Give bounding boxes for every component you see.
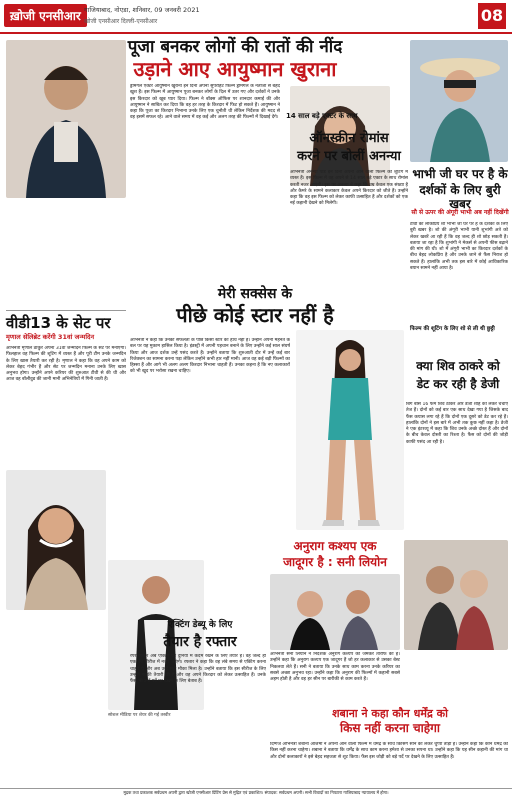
mrunal-photo xyxy=(6,470,106,610)
bhabhi-photo xyxy=(410,40,508,162)
sunny-headline-2: जादूगर है : सनी लियोन xyxy=(283,555,387,569)
ananya-body xyxy=(290,170,408,242)
mrunal-body xyxy=(6,346,126,466)
date-line: गाजियाबाद, नोएडा, शनिवार, 09 जनवरी 2021 xyxy=(84,6,200,14)
acting-body xyxy=(130,654,266,774)
ananya-headline-1: 14 साल बड़े एक्टर के साथ xyxy=(286,112,358,120)
footer-text xyxy=(6,790,506,798)
shabana-headline-1: शबाना ने कहा कौन धर्मेंद्र को xyxy=(332,707,448,720)
ayushmann-body-text: ड्रीमगर्ल एक्टर आयुष्मान खुराना इन दिनों अपनी सुपरहिट फिल्म ड्रीमगर्ल के नतीजों से बेहद खुश हैं। इस फिल्म में आयुष्मान पूजा बनकर लोगों के दिल में उतर गए और दर्शकों ने उनके इस किरदार को खूब प्यार दिया। फिल्म ने बॉक्स ऑफिस पर शानदार कमाई की और आयुष्मान ने साबित कर दिया कि वह हर तरह के किरदार में फिट हो सकते हैं। आयुष्मान ने कहा कि पूजा का किरदार निभाना उनके लिए एक चुनौती थी लेकिन निर्देशक की मदद से वह इसमें सफल रहे। आने वाले समय में वह कई और अलग तरह की फिल्मों में दिखाई देंगे। xyxy=(130,84,280,121)
mrunal-headline-2: मृणाल सेलिब्रेट करेंगी 31वां जन्मदिन xyxy=(6,333,95,341)
acting-headline-2: तैयार है रफ्तार xyxy=(163,634,237,650)
shabana-photo xyxy=(404,540,508,650)
success-body-text: अभिनेत्री ने कहा कि उनकी सफलता के पीछे किसी स्टार का हाथ नहीं है। उन्होंने अपनी मेहनत के बल पर यह मुकाम हासिल किया है। इंडस्ट्री में अपनी पहचान बनाने के लिए उन्होंने कई साल संघर्ष किया और आज दर्शक उन्हें पसंद करते हैं। उन्होंने बताया कि शुरुआती दौर में उन्हें कई बार रिजेक्शन का सामना करना पड़ा लेकिन उन्होंने कभी हार नहीं मानी। आज वह कई बड़ी फिल्मों का हिस्सा हैं और आगे भी अलग अलग किरदार निभाना चाहती हैं। उनका कहना है कि नए कलाकारों को भी खुद पर भरोसा रखना चाहिए। xyxy=(130,338,290,375)
acting-body-text: रैपर रफ्तार अब एक्टिंग की दुनिया में कदम रखने के लिए तैयार हैं। वह जल्द ही एक वेब सीरीज में नजर आएंगे। रफ्तार ने कहा कि वह लंबे समय से एक्टिंग करना चाहते थे और अब उन्हें सही मौका मिला है। उन्होंने बताया कि इस सीरीज के लिए उन्होंने काफी तैयारी की है और वह अपने किरदार को लेकर उत्साहित हैं। उनके फैंस भी उन्हें पर्दे पर देखने के लिए बेताब हैं। xyxy=(130,654,266,685)
footer-divider xyxy=(0,788,512,789)
bhabhi-headline-1: भाभी जी घर पर है के xyxy=(412,167,508,181)
masthead xyxy=(0,0,512,34)
mrunal-body-text: अभिनेत्री मृणाल ठाकुर अपना 31वां जन्मदिन फिल्म के सेट पर मनाएंगी। फिलहाल वह फिल्म की शूटिंग में व्यस्त हैं और पूरी टीम उनके जन्मदिन के लिए खास तैयारी कर रही है। मृणाल ने कहा कि वह अपने काम को लेकर बेहद गंभीर हैं और सेट पर जन्मदिन मनाना उनके लिए खास अनुभव होगा। उन्होंने अपने करियर की शुरुआत टीवी से की थी और आज वह बॉलीवुड की जानी मानी अभिनेत्रियों में गिनी जाती हैं। xyxy=(6,346,126,383)
bhabhi-subhead: सौ से ऊपर की अंगूरी भाभी अब नहीं दिखेंगी xyxy=(411,209,509,216)
shiv-body-text: बिग बॉस 16 फेम शिव ठाकरे और डेजी शाह को लेकर चर्चाएं तेज हैं। दोनों को कई बार एक साथ देखा गया है जिसके बाद फैंस कयास लगा रहे हैं कि दोनों एक दूसरे को डेट कर रहे हैं। हालांकि दोनों ने इस बारे में अभी तक कुछ नहीं कहा है। डेजी ने एक इंटरव्यू में कहा कि शिव उनके अच्छे दोस्त हैं और दोनों के बीच केवल दोस्ती का रिश्ता है। फैंस को दोनों की जोड़ी काफी पसंद आ रही है। xyxy=(406,402,508,445)
brand-logo: ख़ोजी एनसीआर xyxy=(4,4,87,27)
divider xyxy=(6,310,126,311)
footer-line: मुद्रक तथा प्रकाशक सर्वप्रथम अपनी द्वारा खोजी एनसीआर प्रिंटिंग प्रेस से मुद्रित एवं प्रकाशित। संपादक: सर्वप्रथम अपनी। सभी विवादों का निपटारा गाजियाबाद न्यायालय में होगा। xyxy=(123,790,389,795)
bhabhi-subhead-2: फिल्म की शूटिंग के लिए शो से ली थी छुट्टी xyxy=(410,326,495,332)
ayushmann-photo xyxy=(6,40,126,198)
ayushmann-headline-2: उड़ाने आए आयुष्मान खुराना xyxy=(133,57,337,81)
sunny-headline-1: अनुराग कश्यप एक xyxy=(293,539,377,553)
shabana-body-text: दिग्गज अभिनेत्री शबाना आजमी ने अपनी आने वाली फिल्म में धर्मेंद्र के साथ किसिंग सीन को लेकर चुप्पी तोड़ी है। उन्होंने कहा कि कौन धर्मेंद्र को किस नहीं करना चाहेगा। शबाना ने बताया कि धर्मेंद्र के साथ काम करना हमेशा से उनका सपना था। उन्होंने कहा कि यह सीन कहानी की मांग था और दोनों कलाकारों ने इसे बेहद सहजता से शूट किया। फैंस इस जोड़ी को बड़े पर्दे पर देखने के लिए उत्साहित हैं। xyxy=(270,742,508,760)
success-photo xyxy=(296,330,404,530)
page-number: 08 xyxy=(478,3,506,29)
krishna-caption: सोशल मीडिया पर शेयर की गई तस्वीर xyxy=(108,713,171,718)
shiv-body xyxy=(406,402,508,532)
ayushmann-headline-1: पूजा बनकर लोगों की रातों की नींद xyxy=(127,37,343,57)
ayushmann-body xyxy=(130,84,280,244)
sunny-photo xyxy=(270,574,400,650)
ananya-headline-3: करने पर बोलीं अनन्या xyxy=(297,149,401,164)
shiv-headline-2: डेट कर रही है डेजी xyxy=(416,377,500,391)
sunny-body-text: अभिनेत्री सनी लियोन ने निर्देशक अनुराग कश्यप की जमकर तारीफ की है। उन्होंने कहा कि अनुराग कश्यप एक जादूगर हैं जो हर कलाकार से उसका बेस्ट निकलवा लेते हैं। सनी ने बताया कि उनके साथ काम करना उनके करियर का सबसे अच्छा अनुभव रहा। उन्होंने कहा कि अनुराग की फिल्मों में कहानी सबसे अहम होती है और वह हर सीन पर बारीकी से काम करते हैं। xyxy=(270,652,400,683)
mrunal-headline-1: वीडी13 के सेट पर xyxy=(6,314,111,332)
shiv-headline-1: क्या शिव ठाकरे को xyxy=(416,359,500,373)
bhabhi-body xyxy=(410,222,508,322)
ananya-body-text: अभिनेत्री अनन्या पांडे इन दिनों अपनी आने वाली फिल्म की शूटिंग में व्यस्त हैं। इस फिल्म में वह अपने से 14 साल बड़े एक्टर के साथ रोमांस करती नजर आएंगी। इस पर अनन्या ने कहा कि उम्र केवल एक संख्या है और कैमरे के सामने कलाकार केवल अपने किरदार को जीते हैं। उन्होंने कहा कि वह इस फिल्म को लेकर काफी उत्साहित हैं और दर्शकों को एक नई कहानी देखने को मिलेगी। xyxy=(290,170,408,207)
shabana-headline-2: किस नहीं करना चाहेगा xyxy=(340,721,440,735)
shabana-body xyxy=(270,742,508,784)
acting-headline-1: एक्टिंग डेब्यू के लिए xyxy=(167,620,233,630)
edition-line: खोजी एनसीआर दिल्ली-एनसीआर xyxy=(84,18,158,25)
sunny-body xyxy=(270,652,400,708)
bhabhi-headline-2: दर्शकों के लिए बुरी खबर xyxy=(419,183,501,211)
ananya-headline-2: ऑनस्क्रीन रोमांस xyxy=(309,131,389,146)
bhabhi-body-text: टीवी का लोकप्रिय शो भाभी जी घर पर हैं के दर्शकों के लिए बुरी खबर है। शो की अंगूरी भाभी यानी शुभांगी अत्रे को लेकर खबरें आ रही हैं कि वह जल्द ही शो छोड़ सकती हैं। बताया जा रहा है कि शुभांगी ने मेकर्स से अपनी फीस बढ़ाने की मांग की थी। शो में अंगूरी भाभी का किरदार दर्शकों के बीच बेहद लोकप्रिय है और उनके जाने से फैंस निराश हो सकते हैं। हालांकि अभी तक इस बारे में कोई आधिकारिक बयान सामने नहीं आया है। xyxy=(410,222,508,272)
success-headline-1: मेरी सक्सेस के xyxy=(217,286,293,302)
success-headline-2: पीछे कोई स्टार नहीं है xyxy=(176,303,334,327)
success-body xyxy=(130,338,290,528)
